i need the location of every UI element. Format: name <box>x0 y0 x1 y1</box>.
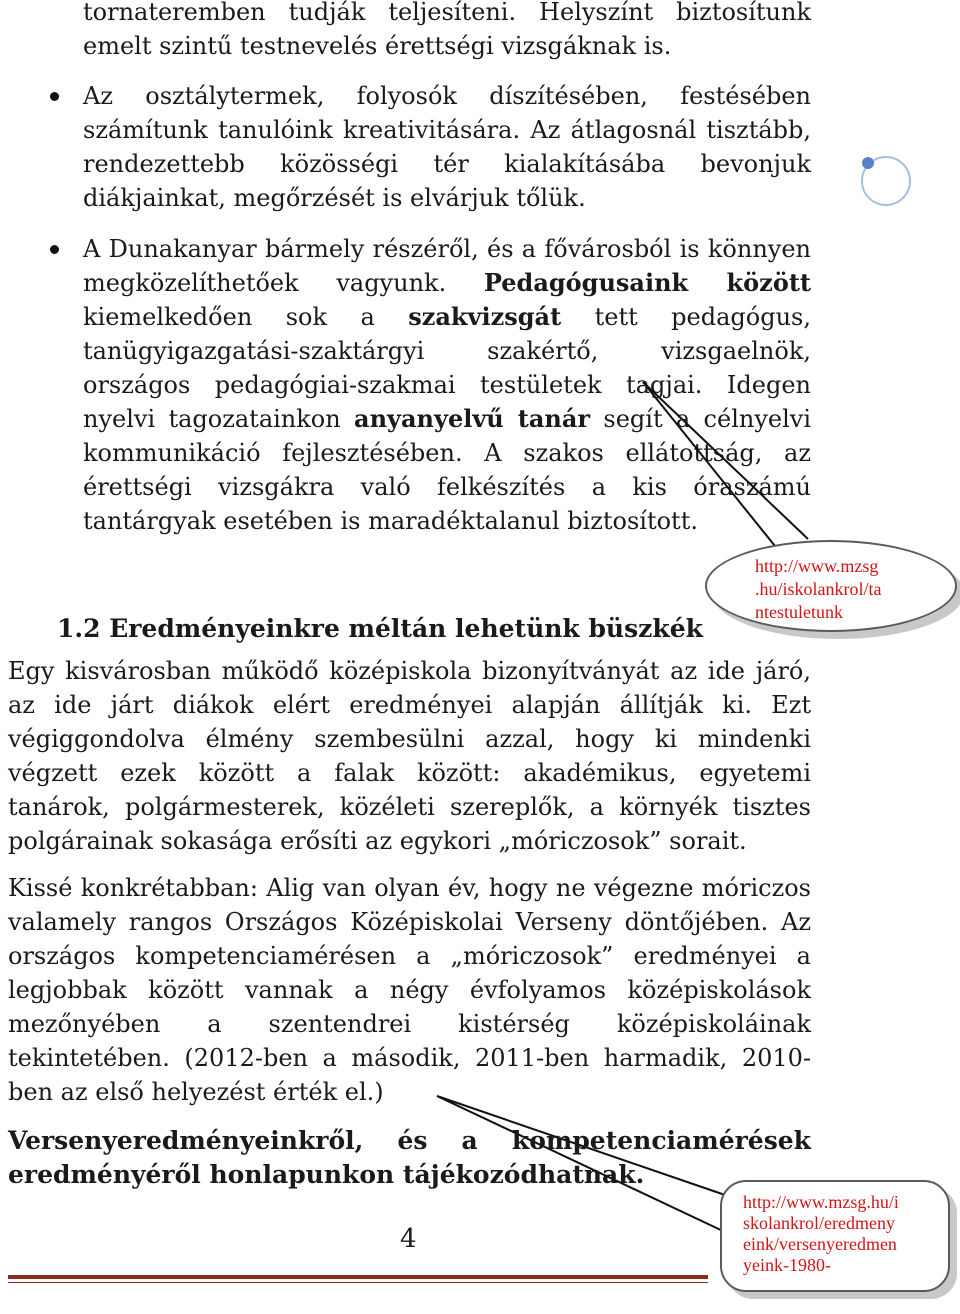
paragraph-results: Kissé konkrétabban: Alig van olyan év, hogy ne végezne móriczos valamely rangos Országos Középiskolai Verseny döntőjében. Az országos kompetenciamérésen a „móriczosok” eredményei a legjobbak között vannak a négy évfolyamos középiskolások mezőnyében a szentendrei kistérség középiskoláinak tekintetében. (2012-ben a második, 2011-ben harmadik, 2010-ben az első helyezést érték el.) <box>8 874 811 1106</box>
bullet-marker <box>50 245 59 254</box>
link-line[interactable]: ntestuletunk <box>755 602 843 622</box>
margin-circle-icon <box>862 157 910 205</box>
link-line[interactable]: http://www.mzsg <box>755 556 879 576</box>
link-line[interactable]: http://www.mzsg.hu/i <box>743 1192 899 1212</box>
link-line[interactable]: yeink-1980- <box>743 1255 831 1275</box>
link-text-staff[interactable] <box>755 555 945 624</box>
bold-text-native-teacher: anyanyelvű tanár <box>354 404 591 433</box>
paragraph-website-info: Versenyeredményeinkről, és a kompetenciamérések eredményéről honlapunkon tájékozódhatnak. <box>8 1126 811 1189</box>
text-run: kiemelkedően sok a <box>83 303 409 331</box>
footer-rule-thin <box>8 1282 708 1283</box>
bullet-item-decoration: Az osztálytermek, folyosók díszítésében, festésében számítunk tanulóink kreativitására. Az átlagosnál tisztább, rendezettebb közösségi tér kialakításába bevonjuk diákjainkat, megőrzését is elvárjuk tőlük. <box>83 82 811 212</box>
page-number: 4 <box>400 1224 417 1254</box>
text-run: tett pedagógus, tanügyigazgatási-szaktárgyi szakértő, vizsgaelnök, országos pedagógiai-szakmai testületek tagjai. Idegen nyelvi tagozatainkon <box>83 303 812 433</box>
text-run: A Dunakanyar bármely részéről, és a fővárosból is könnyen megközelíthetőek vagyunk. <box>83 235 811 297</box>
paragraph-graduates: Egy kisvárosban működő középiskola bizonyítványát az ide járó, az ide járt diákok elért eredményei alapján állítják ki. Ezt végiggondolva élmény szembesülni azzal, hogy ki mindenki végzett ezek között a falak között: akadémikus, egyetemi tanárok, polgármesterek, közéleti szereplők, a környék tisztes polgárainak sokasága erősíti az egykori „móriczosok” sorait. <box>8 657 811 855</box>
link-line[interactable]: skolankrol/eredmeny <box>743 1213 895 1233</box>
link-text-results[interactable] <box>743 1192 943 1276</box>
footer-rule-thick <box>8 1275 708 1279</box>
paragraph-continuation: tornateremben tudják teljesíteni. Helyszínt biztosítunk emelt szintű testnevelés érettségi vizsgáknak is. <box>83 0 811 60</box>
text-run: segít a célnyelvi kommunikáció fejlesztésében. A szakos ellátottság, az érettségi vizsgákra való felkészítés a kis óraszámú tantárgyak esetében is maradéktalanul biztosított. <box>83 405 812 535</box>
bold-text-exam: szakvizsgát <box>408 302 562 331</box>
link-line[interactable]: eink/versenyeredmen <box>743 1234 897 1254</box>
section-heading: 1.2 Eredményeinkre méltán lehetünk büszkék <box>57 614 703 643</box>
bullet-item-access-teachers <box>83 232 811 538</box>
bold-text-teachers: Pedagógusaink között <box>483 268 811 297</box>
bullet-marker <box>50 92 59 101</box>
link-line[interactable]: .hu/iskolankrol/ta <box>755 579 882 599</box>
